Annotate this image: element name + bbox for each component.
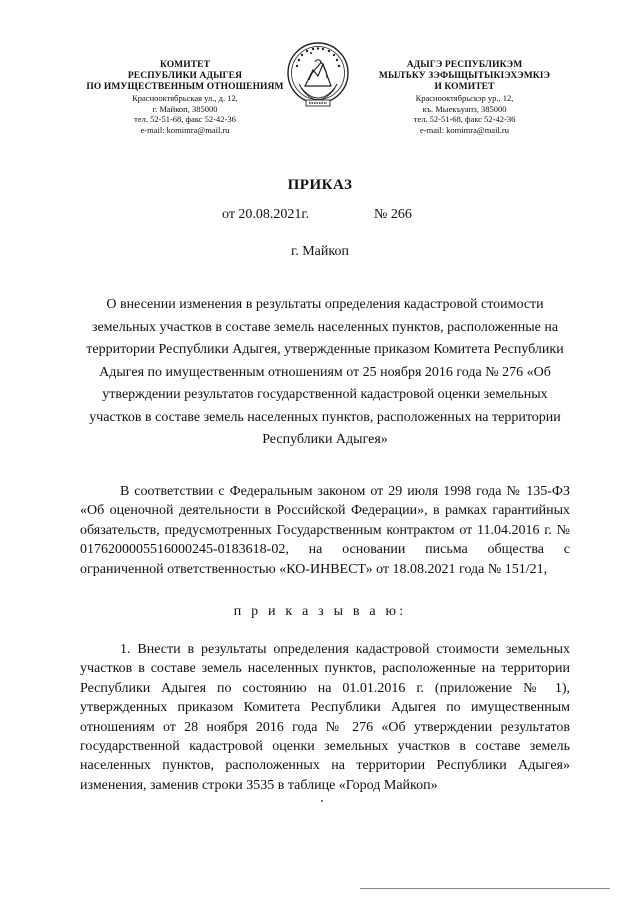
header-left-line1: КОМИТЕТ bbox=[159, 60, 211, 70]
coat-of-arms-emblem-icon bbox=[285, 40, 351, 110]
document-number: № 266 bbox=[374, 207, 412, 222]
document-city: г. Майкоп bbox=[291, 244, 349, 259]
document-date: от 20.08.2021г. bbox=[222, 207, 310, 222]
header-left-phone: тел. 52-51-68, факс 52-42-36 bbox=[134, 114, 236, 124]
header-right-phone: тел. 52-51-68, факс 52-42-36 bbox=[413, 114, 516, 124]
header-right-city: къ. Мыекъуапэ, 385000 bbox=[422, 103, 507, 114]
order-word: п р и к а з ы в а ю: bbox=[233, 604, 407, 619]
header-right-line1: АДЫГЭ РЕСПУБЛИКЭМ bbox=[406, 60, 523, 70]
header-left-email: e-mail: komimra@mail.ru bbox=[140, 124, 230, 135]
preamble-paragraph: В соответствии с Федеральным законом от 29 июля 1998 года № 135-ФЗ «Об оценочной деятельности в Российской Федерации», в рамках гарантийных обязательств, предусмотренных Государственным контрактом от 11.04.2016 г. № 0176200005516000245-0183618-02, на основании письма общества с ограниченной ответственностью «КО-ИНВЕСТ» от 18.08.2021 года № 151/21, bbox=[80, 484, 570, 577]
header-right-block bbox=[352, 60, 577, 135]
header-left-city: г. Майкоп, 385000 bbox=[152, 103, 218, 114]
header-right-line2: МЫЛЪКУ ЗЭФЫЩЫТЫКIЭХЭМКIЭ bbox=[378, 71, 551, 81]
scan-speck bbox=[321, 800, 323, 802]
footer-line bbox=[360, 888, 610, 889]
header-left-address: Краснооктябрьская ул., д. 12, bbox=[132, 93, 238, 103]
header-right-email: e-mail: komimra@mail.ru bbox=[419, 124, 510, 135]
header-left-line2: РЕСПУБЛИКИ АДЫГЕЯ bbox=[127, 71, 243, 81]
document-type-title: ПРИКАЗ bbox=[287, 177, 353, 193]
document-subject: О внесении изменения в результаты определения кадастровой стоимости земельных участков в составе земель населенных пунктов, расположенные на территории Республики Адыгея, утвержденные приказом Комитета Республики Адыгея по имущественным отношениям от 25 ноября 2016 года № 276 «Об утверждении результатов государственной кадастровой оценки земельных участков в составе земель населенных пунктов, расположенных на территории Республики Адыгея» bbox=[86, 297, 564, 447]
header-left-line3: ПО ИМУЩЕСТВЕННЫМ ОТНОШЕНИЯМ bbox=[86, 82, 284, 92]
header-right-address: Краснооктябрьскэр ур., 12, bbox=[415, 93, 514, 103]
header-left-block bbox=[80, 60, 290, 135]
header-right-line3: И КОМИТЕТ bbox=[434, 82, 495, 92]
order-item-1: 1. Внести в результаты определения кадастровой стоимости земельных участков в составе земель населенных пунктов, расположенные на территории Республики Адыгея по состоянию на 01.01.2016 г. (приложение № 1), утвержденных приказом Комитета Республики Адыгея по имущественным отношениям от 28 ноября 2016 года № 276 «Об утверждении результатов государственной кадастровой оценки земельных участков в составе земель населенных пунктов, расположенных на территории Республики Адыгея» изменения, заменив строки 3535 в таблице «Город Майкоп» bbox=[80, 642, 570, 793]
